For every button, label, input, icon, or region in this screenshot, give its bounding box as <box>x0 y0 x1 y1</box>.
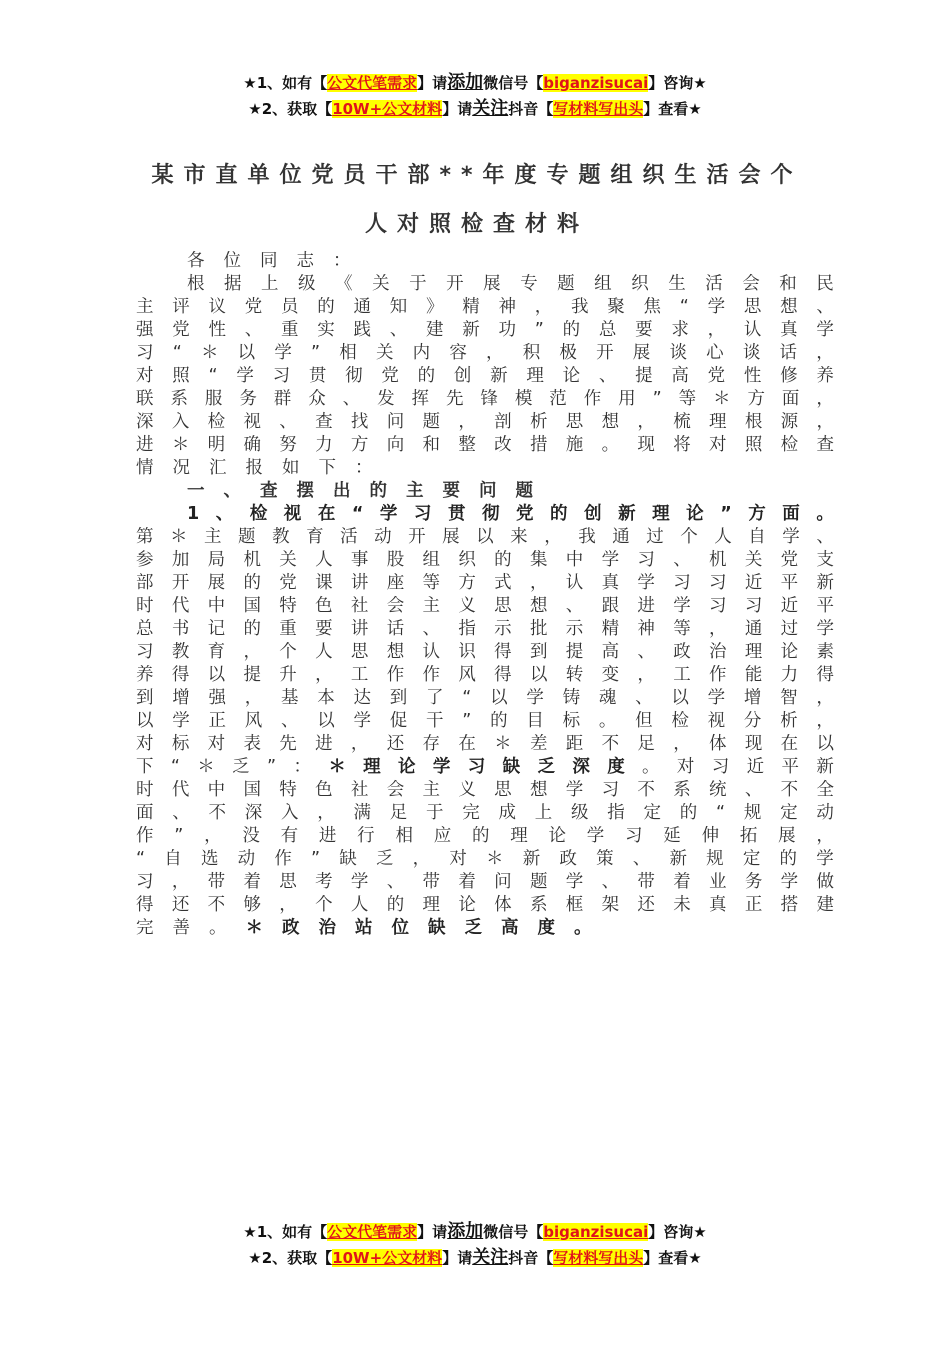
promo-text: 】咨询★ <box>648 74 707 92</box>
promo-text: 】请 <box>442 1249 473 1267</box>
body-line: 时 代 中 国 特 色 社 会 主 义 思 想 学 习 不 系 统 、 不 全 <box>136 780 834 800</box>
promo-line-2 <box>0 96 950 122</box>
body-line: 第 ＊ 主 题 教 育 活 动 开 展 以 来 ， 我 通 过 个 人 自 学 、 <box>136 527 834 547</box>
body-line: 部 开 展 的 党 课 讲 座 等 方 式 ， 认 真 学 习 习 近 平 新 <box>136 573 834 593</box>
promo-highlight: 10W+公文材料 <box>332 1249 443 1267</box>
promo-text: 微信号【 <box>483 1223 544 1241</box>
body-line: 完 善 。 ＊ 政 治 站 位 缺 乏 高 度 。 <box>136 918 592 938</box>
promo-line-1 <box>0 70 950 96</box>
promo-highlight: biganzisucai <box>543 74 649 92</box>
body-line: 以 学 正 风 、 以 学 促 干 ” 的 目 标 。 但 检 视 分 析 ， <box>136 711 834 731</box>
body-line: 得 还 不 够 ， 个 人 的 理 论 体 系 框 架 还 未 真 正 搭 建 <box>136 895 834 915</box>
promo-emphasis: 添加 <box>447 72 484 93</box>
body-line: 根 据 上 级 《 关 于 开 展 专 题 组 织 生 活 会 和 民 <box>187 274 834 294</box>
promo-text: 】查看★ <box>643 100 702 118</box>
body-line: 面 、 不 深 入 ， 满 足 于 完 成 上 级 指 定 的 “ 规 定 动 <box>136 803 834 823</box>
promo-text: ★2、获取【 <box>248 100 333 118</box>
promo-text: 】咨询★ <box>648 1223 707 1241</box>
promo-text: ★1、如有【 <box>243 74 328 92</box>
promo-highlight: 写材料写出头 <box>553 1249 644 1267</box>
body-line: 作 ” ， 没 有 进 行 相 应 的 理 论 学 习 延 伸 拓 展 ， <box>136 826 834 846</box>
document-title-line-2: 人对照检查材料 <box>364 212 589 237</box>
body-line: 进 ＊ 明 确 努 力 方 向 和 整 改 措 施 。 现 将 对 照 检 查 <box>136 435 834 455</box>
body-line: 到 增 强 ， 基 本 达 到 了 “ 以 学 铸 魂 、 以 学 增 智 ， <box>136 688 834 708</box>
body-line: 下 “ ＊ 乏 ” ： ＊ 理 论 学 习 缺 乏 深 度 。 对 习 近 平 新 <box>136 757 834 777</box>
body-line: 总 书 记 的 重 要 讲 话 、 指 示 批 示 精 神 等 ， 通 过 学 <box>136 619 834 639</box>
promo-emphasis: 关注 <box>472 1247 509 1268</box>
promo-emphasis: 添加 <box>447 1221 484 1242</box>
body-line: 1 、 检 视 在 “ 学 习 贯 彻 党 的 创 新 理 论 ” 方 面 。 <box>187 504 834 524</box>
promo-text: 】请 <box>442 100 473 118</box>
body-line: 各 位 同 志 ： <box>187 251 351 271</box>
body-line: 联 系 服 务 群 众 、 发 挥 先 锋 模 范 作 用 ” 等 ＊ 方 面 ， <box>136 389 834 409</box>
promo-text: 】请 <box>417 1223 448 1241</box>
promo-highlight: 10W+公文材料 <box>332 100 443 118</box>
promo-highlight: 公文代笔需求 <box>327 74 418 92</box>
promo-text: 微信号【 <box>483 74 544 92</box>
promo-text: 】查看★ <box>643 1249 702 1267</box>
document-body <box>136 250 834 940</box>
promo-text: ★2、获取【 <box>248 1249 333 1267</box>
promo-text: 】请 <box>417 74 448 92</box>
body-line: 对 标 对 表 先 进 ， 还 存 在 ＊ 差 距 不 足 ， 体 现 在 以 <box>136 734 834 754</box>
promo-banner-bottom <box>0 1219 950 1271</box>
body-line: 主 评 议 党 员 的 通 知 》 精 神 ， 我 聚 焦 “ 学 思 想 、 <box>136 297 834 317</box>
promo-text: 抖音【 <box>508 100 554 118</box>
promo-text: ★1、如有【 <box>243 1223 328 1241</box>
promo-banner-top <box>0 70 950 122</box>
body-line: 深 入 检 视 、 查 找 问 题 ， 剖 析 思 想 ， 梳 理 根 源 ， <box>136 412 834 432</box>
promo-text: 抖音【 <box>508 1249 554 1267</box>
promo-highlight: biganzisucai <box>543 1223 649 1241</box>
body-line: 对 照 “ 学 习 贯 彻 党 的 创 新 理 论 、 提 高 党 性 修 养 <box>136 366 834 386</box>
body-line: 时 代 中 国 特 色 社 会 主 义 思 想 、 跟 进 学 习 习 近 平 <box>136 596 834 616</box>
promo-emphasis: 关注 <box>472 98 509 119</box>
body-line: 强 党 性 、 重 实 践 、 建 新 功 ” 的 总 要 求 ， 认 真 学 <box>136 320 834 340</box>
body-line: 习 “ ＊ 以 学 ” 相 关 内 容 ， 积 极 开 展 谈 心 谈 话 ， <box>136 343 834 363</box>
body-line: 习 教 育 ， 个 人 思 想 认 识 得 到 提 高 、 政 治 理 论 素 <box>136 642 834 662</box>
body-line: 参 加 局 机 关 人 事 股 组 织 的 集 中 学 习 、 机 关 党 支 <box>136 550 834 570</box>
promo-line-2 <box>0 1245 950 1271</box>
section-heading: 一 、 查 摆 出 的 主 要 问 题 <box>187 481 533 501</box>
promo-highlight: 公文代笔需求 <box>327 1223 418 1241</box>
body-line: “ 自 选 动 作 ” 缺 乏 ， 对 ＊ 新 政 策 、 新 规 定 的 学 <box>136 849 834 869</box>
promo-line-1 <box>0 1219 950 1245</box>
document-title-line-1: 某市直单位党员干部**年度专题组织生活会个 <box>151 163 803 188</box>
body-line: 情 况 汇 报 如 下 ： <box>136 458 373 478</box>
body-line: 习 ， 带 着 思 考 学 、 带 着 问 题 学 、 带 着 业 务 学 做 <box>136 872 834 892</box>
promo-highlight: 写材料写出头 <box>553 100 644 118</box>
body-line: 养 得 以 提 升 ， 工 作 作 风 得 以 转 变 ， 工 作 能 力 得 <box>136 665 834 685</box>
